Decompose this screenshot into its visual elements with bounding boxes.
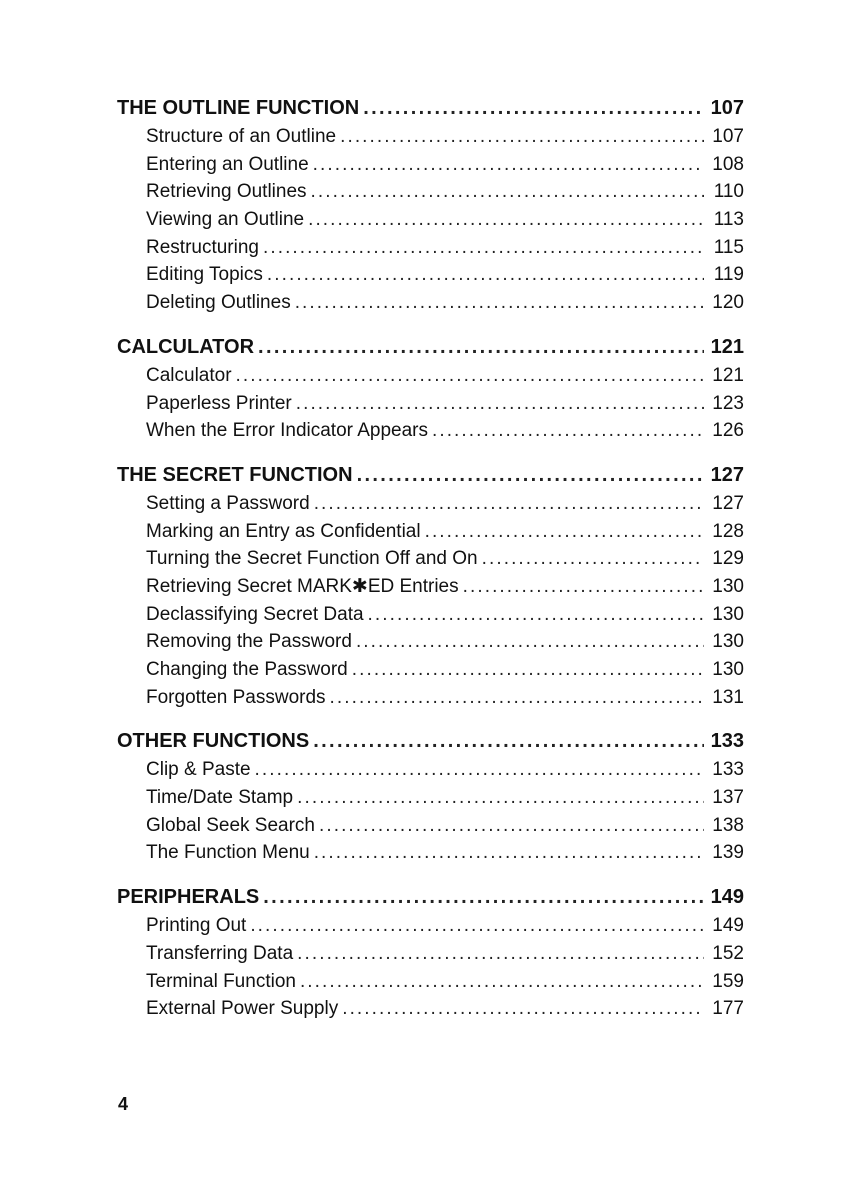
dot-leader (368, 601, 704, 629)
toc-entry (117, 839, 744, 867)
toc-entry (117, 912, 744, 940)
toc-entry-title: Deleting Outlines (146, 292, 291, 314)
toc-entry-page: 133 (712, 759, 744, 781)
dot-leader (314, 490, 704, 518)
toc-entry-title: Viewing an Outline (146, 209, 305, 231)
toc-entry-page: 123 (712, 392, 744, 414)
toc-entry-page: 130 (712, 631, 744, 653)
toc-entry-page: 131 (712, 686, 744, 708)
toc-entry-page: 137 (712, 787, 744, 809)
toc-entry (117, 390, 744, 418)
toc-section-secret-function (117, 461, 744, 712)
toc-heading (117, 727, 744, 756)
dot-leader (295, 289, 704, 317)
toc-heading (117, 883, 744, 912)
dot-leader (425, 518, 704, 546)
dot-leader (352, 656, 704, 684)
dot-leader (263, 234, 704, 262)
toc-entry (117, 995, 744, 1023)
toc-heading-title: PERIPHERALS (117, 886, 260, 909)
toc-entry-title: Paperless Printer (146, 392, 292, 414)
toc-entry-page: 159 (712, 970, 744, 992)
dot-leader (314, 839, 704, 867)
toc-entry-page: 115 (713, 236, 744, 258)
toc-entry-page: 130 (712, 659, 744, 680)
toc-entry-title: Marking an Entry as Confidential (146, 520, 421, 542)
toc-entry-page: 126 (712, 420, 744, 442)
toc-entry (117, 545, 744, 573)
toc-entry (117, 289, 744, 317)
toc-heading (117, 94, 744, 123)
toc-entry (117, 756, 744, 784)
dot-leader (297, 784, 704, 812)
toc-entry-page: 128 (712, 520, 744, 542)
toc-entry (117, 417, 744, 445)
toc-entry-title: Clip & Paste (146, 759, 251, 781)
toc-heading-page: 149 (710, 886, 744, 909)
dot-leader (311, 178, 704, 206)
toc-entry-title: Turning the Secret Function Off and On (146, 548, 478, 570)
toc-entry-page: 120 (712, 292, 744, 314)
dot-leader (296, 390, 704, 418)
toc-section-outline-function (117, 94, 744, 317)
dot-leader (330, 684, 704, 712)
toc-entry-title: Retrieving Outlines (146, 181, 307, 203)
toc-entry-title: Removing the Password (146, 631, 352, 653)
toc-entry-page: 177 (712, 998, 744, 1020)
toc-entry-title: Retrieving Secret MARK✱ED Entries (146, 575, 459, 597)
toc-entry-page: 130 (712, 575, 744, 597)
toc-entry (117, 940, 744, 968)
dot-leader (432, 417, 704, 445)
toc-entry-page: 121 (712, 364, 744, 386)
toc-entry (117, 628, 744, 656)
toc-heading-page: 133 (710, 730, 744, 753)
toc-entry (117, 261, 744, 289)
toc-heading-title: THE OUTLINE FUNCTION (117, 97, 360, 119)
dot-leader (250, 912, 704, 940)
dot-leader (342, 995, 704, 1023)
toc-heading (117, 461, 744, 490)
toc-entry-title: The Function Menu (146, 842, 310, 864)
toc-entry-page: 149 (712, 915, 744, 937)
toc-entry (117, 234, 744, 262)
dot-leader (300, 968, 704, 996)
dot-leader (357, 461, 704, 490)
toc-entry (117, 123, 744, 151)
dot-leader (308, 206, 704, 234)
dot-leader (297, 940, 704, 968)
toc-entry (117, 178, 744, 206)
dot-leader (236, 362, 704, 390)
toc-entry-title: External Power Supply (146, 998, 339, 1020)
dot-leader (482, 545, 704, 573)
toc-entry-title: Forgotten Passwords (146, 686, 326, 708)
toc-section-calculator (117, 333, 744, 445)
toc-entry-title: Terminal Function (146, 970, 296, 992)
toc-entry-page: 138 (712, 814, 744, 836)
toc-entry (117, 656, 744, 684)
toc-entry (117, 206, 744, 234)
toc-entry-title: Structure of an Outline (146, 126, 337, 147)
toc-entry (117, 784, 744, 812)
toc-section-other-functions (117, 727, 744, 867)
toc-entry-title: Calculator (146, 364, 232, 386)
dot-leader (340, 123, 704, 151)
toc-entry-title: Restructuring (146, 236, 259, 258)
table-of-contents (117, 94, 744, 1039)
toc-entry-title: Declassifying Secret Data (146, 603, 364, 625)
dot-leader (319, 812, 704, 840)
toc-entry (117, 518, 744, 546)
toc-heading-page: 127 (710, 463, 744, 486)
toc-entry-page: 119 (713, 264, 744, 286)
toc-entry (117, 151, 744, 179)
toc-entry-page: 129 (712, 548, 744, 570)
toc-entry (117, 812, 744, 840)
dot-leader (463, 573, 704, 601)
toc-entry-title: Time/Date Stamp (146, 787, 294, 809)
toc-entry-page: 108 (712, 153, 744, 175)
toc-heading-title: CALCULATOR (117, 335, 255, 358)
dot-leader (258, 333, 704, 362)
toc-entry-page: 107 (712, 126, 744, 147)
toc-entry-page: 152 (712, 942, 744, 964)
toc-heading-page: 121 (710, 335, 744, 358)
dot-leader (313, 151, 704, 179)
toc-section-peripherals (117, 883, 744, 1023)
toc-entry-title: Printing Out (146, 915, 247, 937)
toc-entry (117, 601, 744, 629)
toc-entry-title: Editing Topics (146, 264, 263, 286)
toc-entry-title: Transferring Data (146, 942, 294, 964)
toc-entry-page: 110 (713, 181, 744, 203)
toc-entry-page: 113 (713, 209, 744, 231)
toc-heading (117, 333, 744, 362)
toc-heading-title: OTHER FUNCTIONS (117, 730, 310, 753)
toc-entry (117, 573, 744, 601)
toc-entry-page: 130 (712, 603, 744, 625)
dot-leader (255, 756, 704, 784)
toc-entry-title: Entering an Outline (146, 153, 309, 175)
toc-entry (117, 490, 744, 518)
toc-entry-title: Changing the Password (146, 659, 348, 680)
dot-leader (363, 94, 704, 123)
toc-entry (117, 362, 744, 390)
dot-leader (267, 261, 704, 289)
dot-leader (263, 883, 704, 912)
toc-entry-page: 139 (712, 842, 744, 864)
page-number: 4 (118, 1094, 129, 1114)
dot-leader (356, 628, 704, 656)
toc-entry-title: Global Seek Search (146, 814, 315, 836)
toc-entry (117, 684, 744, 712)
toc-entry-page: 127 (712, 492, 744, 514)
dot-leader (313, 727, 704, 756)
toc-entry-title: Setting a Password (146, 492, 310, 514)
toc-entry (117, 968, 744, 996)
toc-heading-title: THE SECRET FUNCTION (117, 463, 353, 486)
toc-heading-page: 107 (710, 97, 744, 119)
toc-entry-title: When the Error Indicator Appears (146, 420, 428, 442)
